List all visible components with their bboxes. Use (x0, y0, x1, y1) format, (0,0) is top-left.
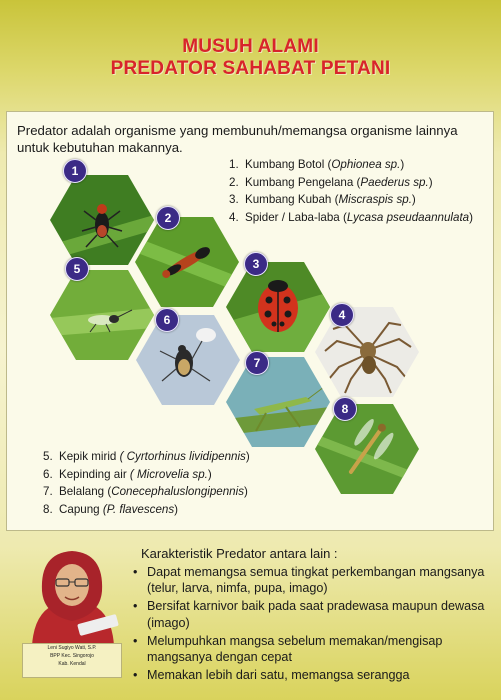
list-item: 7. Belalang (Conecephaluslongipennis) (43, 485, 248, 498)
photo-number-badge: 7 (245, 351, 269, 375)
list-item: • Melumpuhkan mangsa sebelum memakan/mengisap mangsanya dengan cepat (133, 633, 443, 665)
list-item: 3. Kumbang Kubah (Miscraspis sp.) (229, 193, 416, 206)
characteristics-title: Karakteristik Predator antara lain : (141, 546, 338, 561)
photo-number-badge: 4 (330, 303, 354, 327)
photo-number-badge: 8 (333, 397, 357, 421)
photo-number-badge: 6 (155, 308, 179, 332)
author-caption (22, 643, 122, 678)
author-region: Kab. Kendal (58, 661, 86, 667)
predator-list-top (229, 156, 473, 226)
list-item: • Dapat memangsa semua tingkat perkembangan mangsanya (telur, larva, nimfa, pupa, imago) (133, 565, 485, 596)
author-photo (18, 541, 126, 646)
photo-number-badge: 5 (65, 257, 89, 281)
predator-list-bottom (43, 448, 250, 518)
author-office: BPP Kec. Singorojo (50, 653, 94, 659)
list-item: 8. Capung (P. flavescens) (43, 502, 179, 516)
list-item: 4. Spider / Laba-laba (Lycasa pseudaannulata) (229, 210, 473, 224)
list-item: • Memakan lebih dari satu, memangsa serangga (133, 668, 410, 683)
list-item: 1. Kumbang Botol (Ophionea sp.) (229, 158, 405, 171)
photo-number-badge: 3 (244, 252, 268, 276)
poster-title: MUSUH ALAMI (182, 36, 319, 57)
list-item: • Bersifat karnivor baik pada saat pradewasa maupun dewasa (imago) (133, 599, 485, 630)
list-item: 5. Kepik mirid ( Cyrtorhinus lividipennis) (43, 450, 250, 463)
author-name: Leni Sugiyo Wati, S.P. (47, 645, 97, 651)
list-item: 2. Kumbang Pengelana (Paederus sp.) (229, 175, 433, 189)
characteristics-list (133, 564, 495, 685)
list-item: 6. Kepinding air ( Microvelia sp.) (43, 467, 212, 481)
poster-subtitle: PREDATOR SAHABAT PETANI (110, 58, 391, 79)
intro-text: Predator adalah organisme yang membunuh/memangsa organisme lainnya untuk kebutuhan makannya. (17, 123, 458, 155)
photo-number-badge: 1 (63, 159, 87, 183)
photo-number-badge: 2 (156, 206, 180, 230)
